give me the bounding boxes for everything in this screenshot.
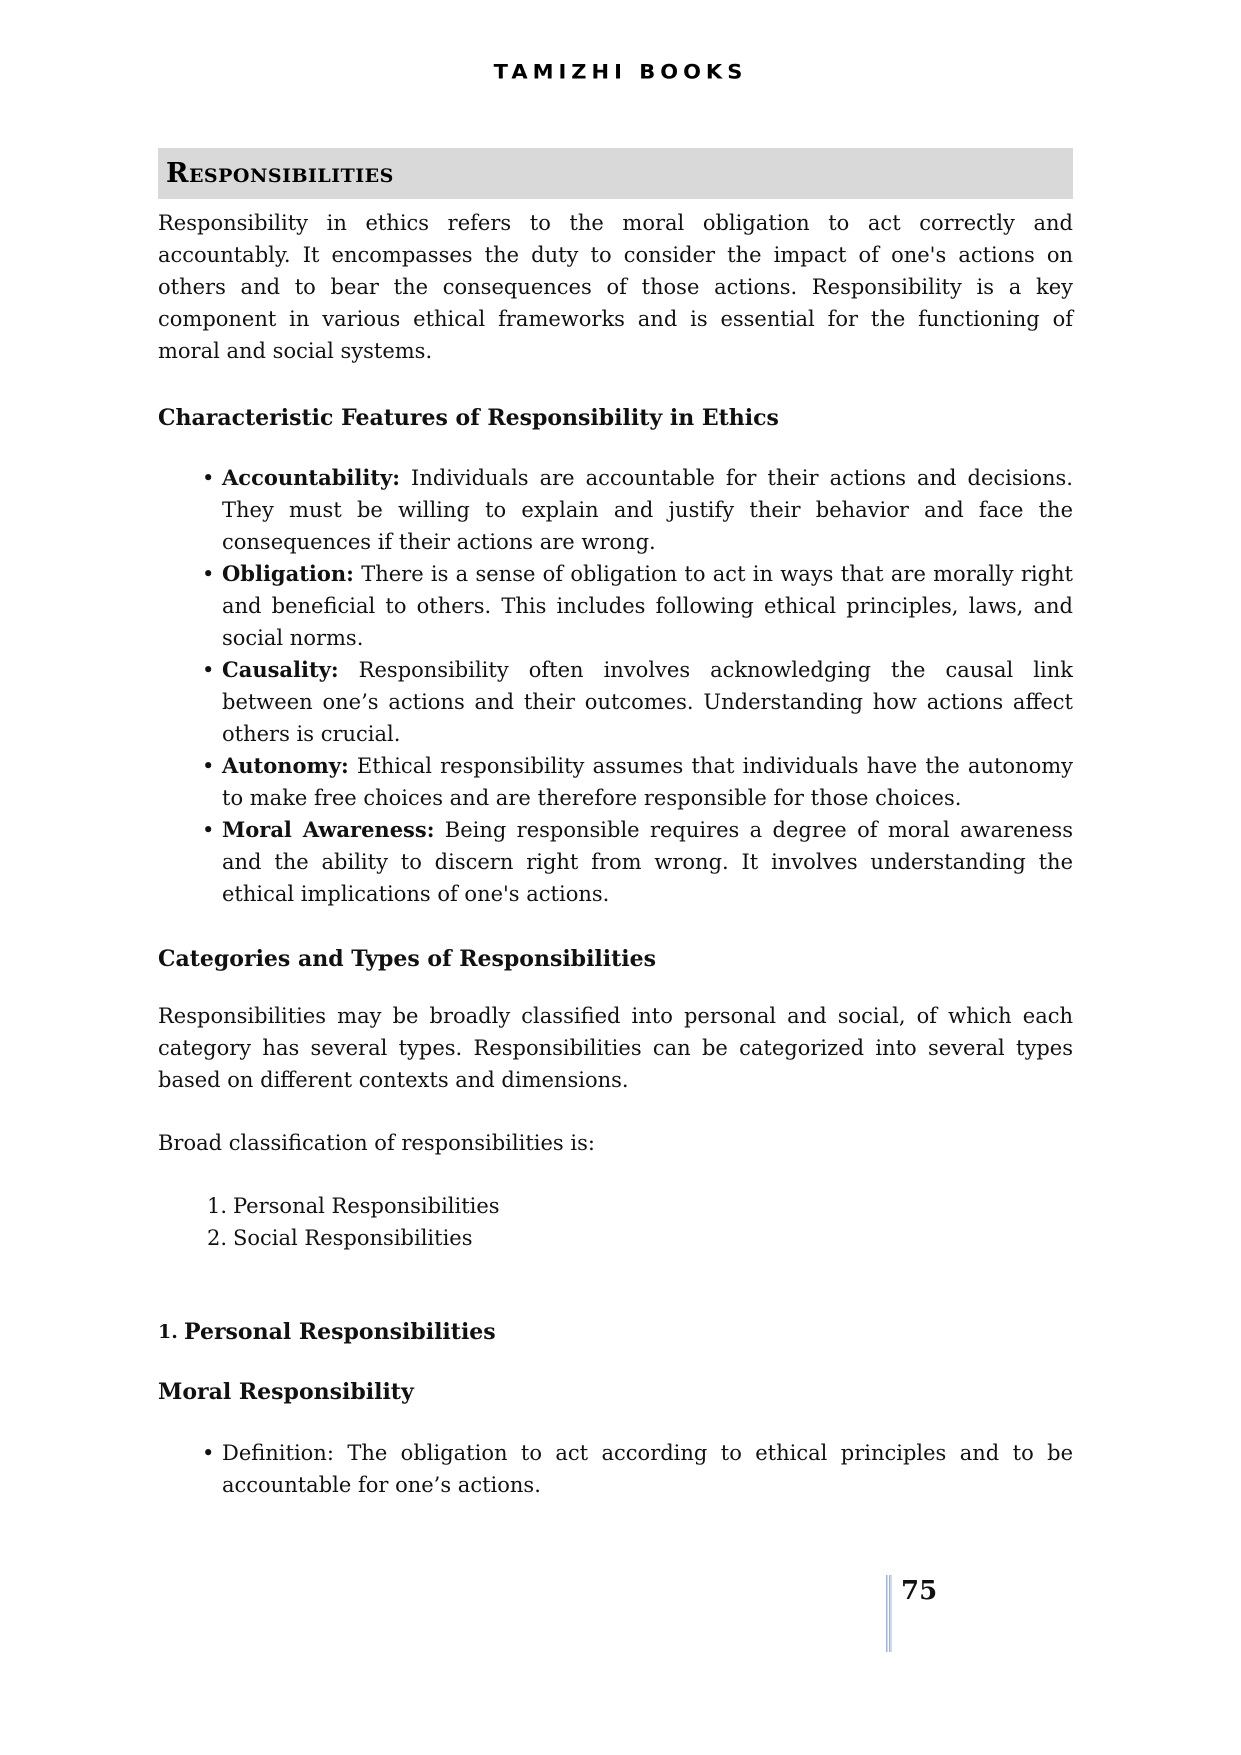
heading-moral-responsibility: Moral Responsibility — [158, 1379, 414, 1405]
page-header — [0, 0, 1241, 86]
page-number-rule — [886, 1575, 892, 1652]
list-item-personal — [207, 1190, 1073, 1222]
page-number: 75 — [901, 1576, 938, 1606]
term-description: Ethical responsibility assumes that individuals have the autonomy to make free choices and are therefore responsible for those choices. — [222, 754, 1073, 810]
list-label: Personal Responsibilities — [233, 1194, 500, 1218]
heading-number: 1. — [158, 1321, 178, 1343]
brand-logo: TAMIZHI BOOKS — [493, 60, 748, 84]
categories-paragraph: Responsibilities may be broadly classified into personal and social, of which each category has several types. Responsibilities can be categorized into several types based on different contexts and dimensions. — [158, 1004, 1073, 1092]
list-item-accountability — [158, 462, 1073, 558]
classification-intro: Broad classification of responsibilities is: — [158, 1131, 595, 1155]
term-label: Accountability: — [222, 465, 400, 490]
section-title-bar: Responsibilities — [158, 148, 1073, 199]
heading-characteristic-features: Characteristic Features of Responsibility in Ethics — [158, 405, 779, 431]
term-label: Causality: — [222, 657, 339, 682]
list-item-moral-awareness — [158, 814, 1073, 910]
features-bullet-list — [158, 462, 1073, 910]
term-description: There is a sense of obligation to act in ways that are morally right and beneficial to others. This includes following ethical principles, laws, and social norms. — [222, 562, 1073, 650]
heading-personal-responsibilities — [158, 1317, 1073, 1347]
list-item-definition: • Definition: The obligation to act according to ethical principles and to be accountable for one’s actions. — [158, 1437, 1073, 1501]
list-item-autonomy — [158, 750, 1073, 814]
list-item-causality — [158, 654, 1073, 750]
list-number: 1. — [207, 1194, 228, 1218]
term-label: Autonomy: — [222, 753, 349, 778]
moral-responsibility-list — [158, 1437, 1073, 1501]
term-label: Moral Awareness: — [222, 817, 435, 842]
intro-paragraph: Responsibility in ethics refers to the moral obligation to act correctly and accountably. It encompasses the duty to consider the impact of one's actions on others and to bear the consequences of those actions. Responsibility is a key component in various ethical frameworks and is essential for the functioning of moral and social systems. — [158, 211, 1073, 363]
list-item-social — [207, 1222, 1073, 1254]
term-label: Obligation: — [222, 561, 354, 586]
term-description: Being responsible requires a degree of moral awareness and the ability to discern right from wrong. It involves understanding the ethical implications of one's actions. — [222, 818, 1073, 906]
classification-list — [207, 1190, 1073, 1254]
document-content — [158, 148, 1073, 1501]
heading-categories-types: Categories and Types of Responsibilities — [158, 946, 657, 972]
list-item-obligation — [158, 558, 1073, 654]
heading-label: Personal Responsibilities — [184, 1319, 496, 1345]
term-description: Responsibility often involves acknowledging the causal link between one’s actions and their outcomes. Understanding how actions affect others is crucial. — [222, 658, 1073, 746]
term-description: Individuals are accountable for their actions and decisions. They must be willing to explain and justify their behavior and face the consequences if their actions are wrong. — [222, 466, 1073, 554]
list-label: Social Responsibilities — [233, 1226, 473, 1250]
page-footer — [886, 1575, 937, 1652]
list-number: 2. — [207, 1226, 228, 1250]
